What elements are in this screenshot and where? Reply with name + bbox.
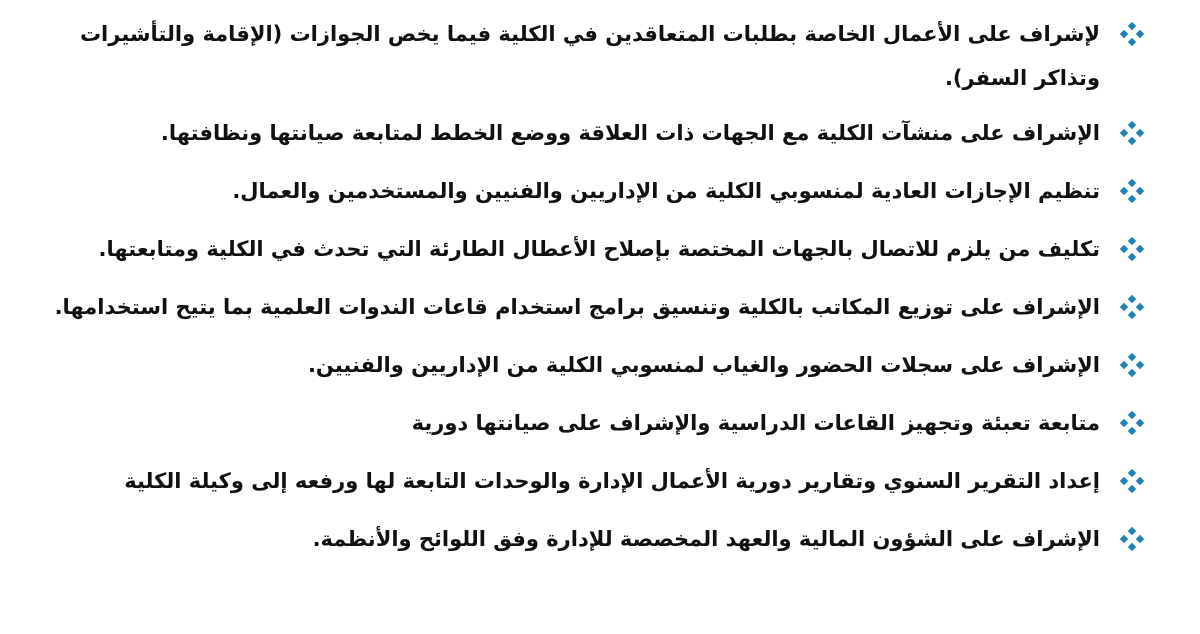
list-item: [40, 169, 1100, 214]
list-item: [40, 343, 1100, 388]
list-item-text: الإشراف على توزيع المكاتب بالكلية وتنسيق برامج استخدام قاعات الندوات العلمية بما يتيح استخدامها.: [54, 295, 1100, 319]
diamond-bullet-icon: [1120, 527, 1144, 551]
list-item: [40, 459, 1100, 504]
list-item-text: لإشراف على الأعمال الخاصة بطلبات المتعاقدين في الكلية فيما يخص الجوازات (الإقامة والتأشيرات وتذاكر السفر).: [79, 22, 1100, 90]
diamond-bullet-icon: [1120, 237, 1144, 261]
diamond-bullet-icon: [1120, 179, 1144, 203]
list-item-text: تكليف من يلزم للاتصال بالجهات المختصة بإصلاح الأعطال الطارئة التي تحدث في الكلية ومتابعتها.: [98, 237, 1100, 261]
list-item-text: الإشراف على الشؤون المالية والعهد المخصصة للإدارة وفق اللوائح والأنظمة.: [312, 527, 1100, 551]
diamond-bullet-icon: [1120, 121, 1144, 145]
diamond-bullet-icon: [1120, 295, 1144, 319]
diamond-bullet-icon: [1120, 469, 1144, 493]
list-item-text: الإشراف على منشآت الكلية مع الجهات ذات العلاقة ووضع الخطط لمتابعة صيانتها ونظافتها.: [160, 121, 1100, 145]
list-item: [40, 401, 1100, 446]
diamond-bullet-icon: [1120, 22, 1144, 46]
list-item: [40, 517, 1100, 562]
list-item: [40, 227, 1100, 272]
diamond-bullet-icon: [1120, 353, 1144, 377]
list-item: [40, 12, 1100, 100]
list-item-text: الإشراف على سجلات الحضور والغياب لمنسوبي الكلية من الإداريين والفنيين.: [307, 353, 1100, 377]
diamond-bullet-icon: [1120, 411, 1144, 435]
list-item: [40, 111, 1100, 156]
duties-list: [40, 12, 1100, 562]
list-item-text: إعداد التقرير السنوي وتقارير دورية الأعمال الإدارة والوحدات التابعة لها ورفعه إلى وكيلة الكلية: [124, 469, 1100, 493]
list-item-text: متابعة تعبئة وتجهيز القاعات الدراسية والإشراف على صيانتها دورية: [411, 411, 1100, 435]
list-item-text: تنظيم الإجازات العادية لمنسوبي الكلية من الإداريين والفنيين والمستخدمين والعمال.: [232, 179, 1100, 203]
list-item: [40, 285, 1100, 330]
